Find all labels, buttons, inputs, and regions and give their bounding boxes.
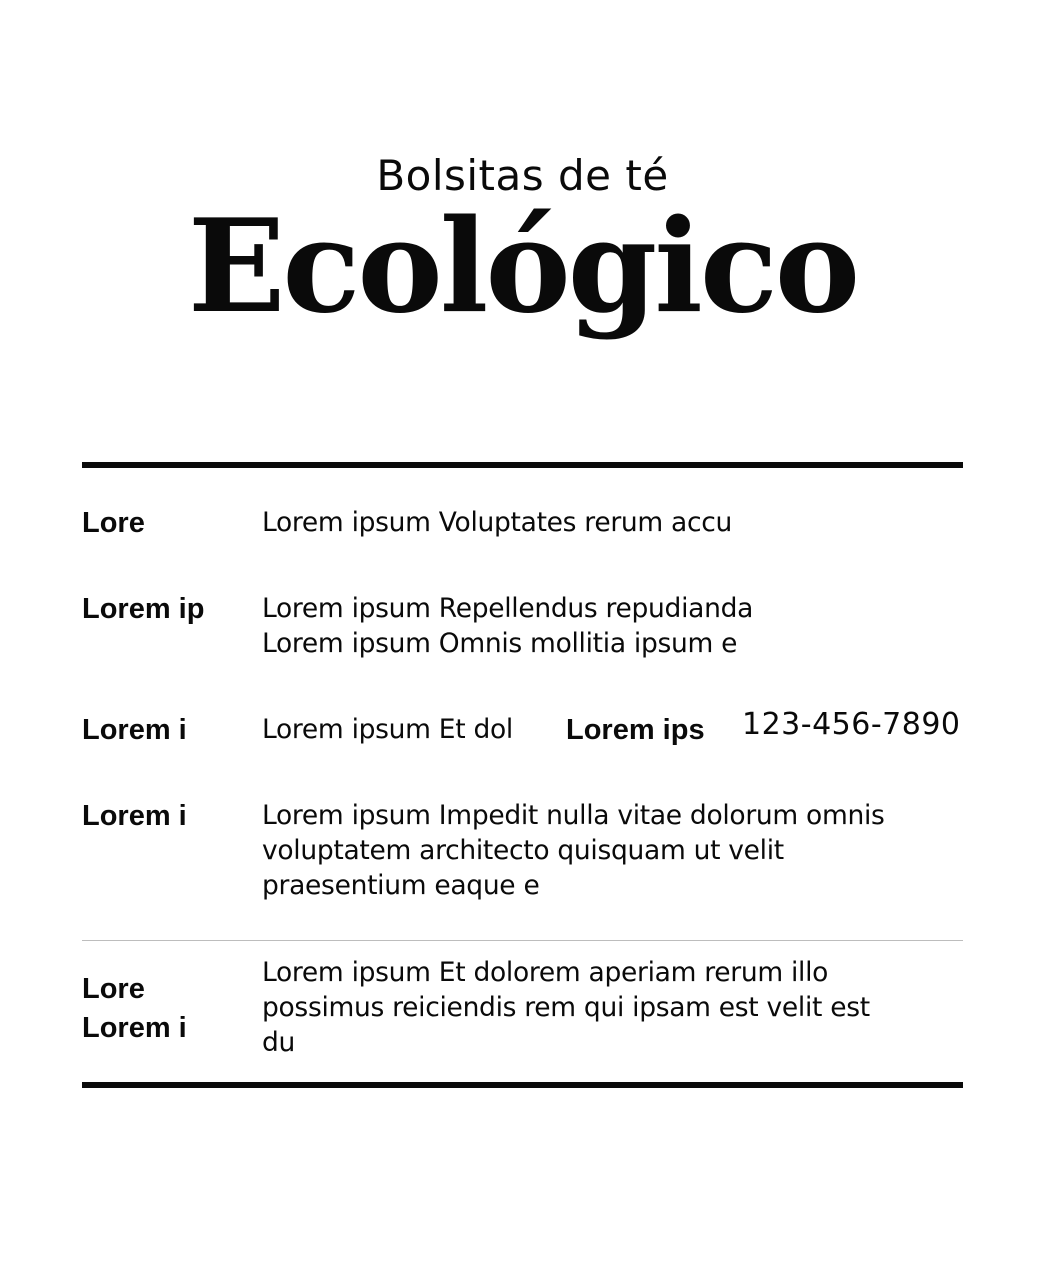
row-2-value <box>262 591 942 661</box>
row-3-label: Lorem i <box>82 714 187 746</box>
row-3-value <box>262 712 552 747</box>
row-4-value-line: voluptatem architecto quisquam ut velit <box>262 835 784 866</box>
row-divider <box>82 940 963 941</box>
row-2-value-line: Lorem ipsum Repellendus repudianda <box>262 593 754 624</box>
page-title: Ecológico <box>187 192 858 342</box>
bottom-divider <box>82 1082 963 1088</box>
row-5-value-line: possimus reiciendis rem qui ipsam est velit est <box>262 992 870 1023</box>
row-4-value <box>262 798 942 903</box>
subtitle: Bolsitas de té <box>376 151 669 200</box>
row-1-value-line: Lorem ipsum Voluptates rerum accu <box>262 507 733 538</box>
row-5-value <box>262 955 942 1060</box>
top-divider <box>82 462 963 468</box>
row-2-value-line: Lorem ipsum Omnis mollitia ipsum e <box>262 628 738 659</box>
row-5-value-line: Lorem ipsum Et dolorem aperiam rerum illo <box>262 957 829 988</box>
row-5-label <box>82 971 187 1046</box>
row-2-label: Lorem ip <box>82 593 205 625</box>
row-1-value <box>262 505 942 540</box>
row-4-value-line: Lorem ipsum Impedit nulla vitae dolorum omnis <box>262 800 885 831</box>
row-4-label: Lorem i <box>82 800 187 832</box>
row-1-label: Lore <box>82 507 145 539</box>
row-4-value-line: praesentium eaque e <box>262 870 540 901</box>
row-5-label-line: Lore <box>82 973 145 1005</box>
row-3-phone: 123-456-7890 <box>742 707 961 742</box>
row-5-value-line: du <box>262 1027 296 1058</box>
row-3-phone-label: Lorem ips <box>566 714 705 746</box>
row-5-label-line: Lorem i <box>82 1012 187 1044</box>
row-3-value-line: Lorem ipsum Et dol <box>262 714 513 745</box>
